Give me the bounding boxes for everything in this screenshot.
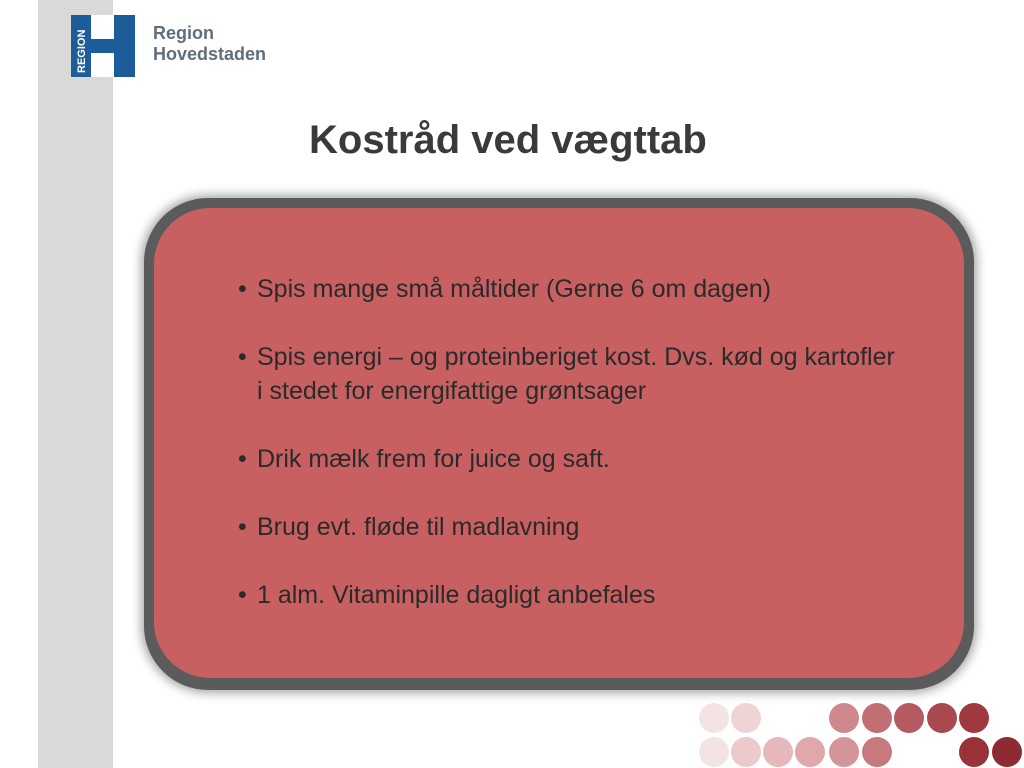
bullet-item: • Brug evt. fløde til madlavning — [238, 510, 938, 544]
logo-mark-text: REGION — [76, 29, 88, 73]
bullet-list — [238, 272, 938, 646]
bullet-item: • Drik mælk frem for juice og saft. — [238, 442, 938, 476]
side-stripe — [38, 0, 113, 768]
decorative-dots — [690, 700, 1024, 768]
logo-name-line1: Region — [153, 23, 214, 43]
region-h-logo-icon — [71, 15, 135, 77]
slide-title: Kostråd ved vægttab — [309, 118, 707, 162]
logo-text — [153, 23, 266, 65]
bullet-item: • 1 alm. Vitaminpille dagligt anbefales — [238, 578, 938, 612]
region-hovedstaden-logo — [71, 15, 291, 79]
logo-name-line2: Hovedstaden — [153, 44, 267, 64]
bullet-item: • Spis energi – og proteinberiget kost. Dvs. kød og kartofler i stedet for energifattige grøntsager — [238, 340, 897, 408]
bullet-item: • Spis mange små måltider (Gerne 6 om dagen) — [238, 272, 938, 306]
